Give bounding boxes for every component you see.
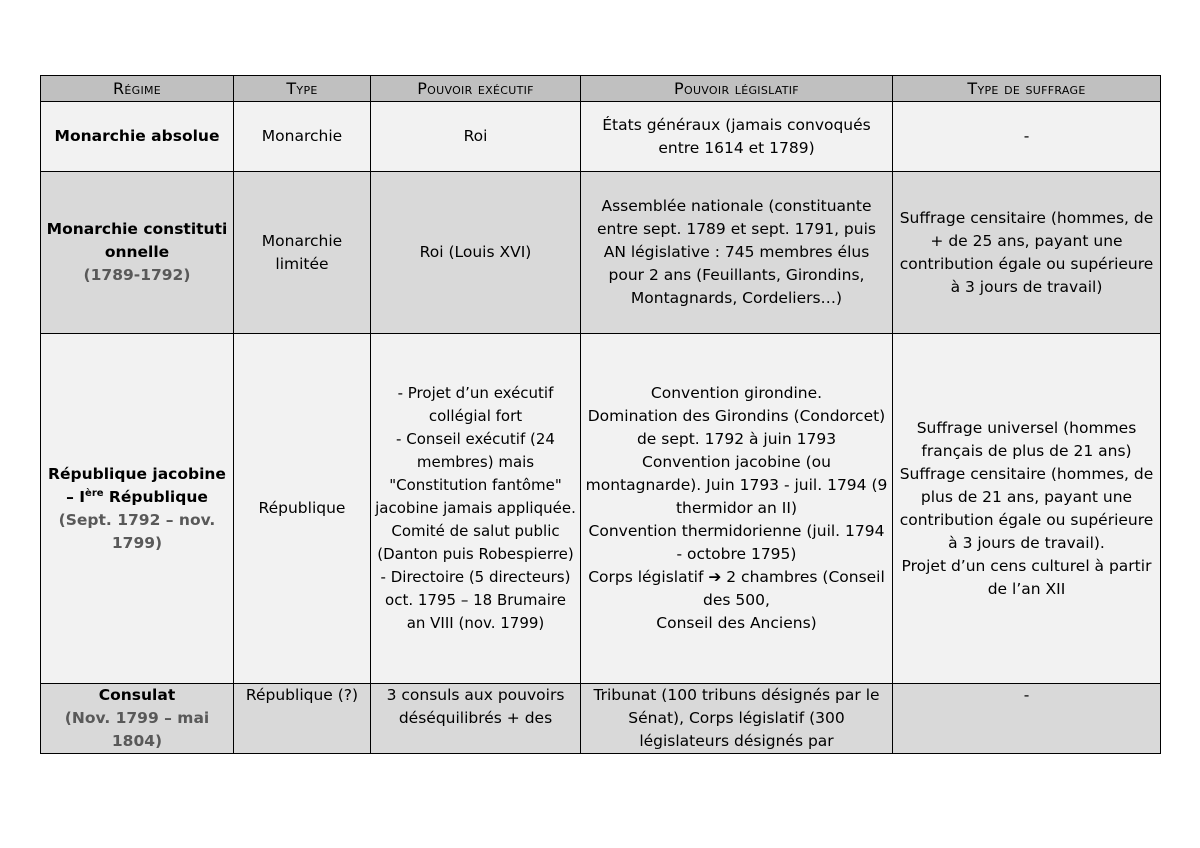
regime-name-prefix: République jacobine – I <box>48 464 226 506</box>
type-cell: Monarchie <box>234 102 371 172</box>
suffrage-line: Suffrage universel (hommes français de plus de 21 ans) <box>916 418 1137 460</box>
executif-line: Comité de salut public (Danton puis Robespierre) <box>377 522 574 563</box>
regime-name <box>45 463 229 509</box>
regime-dates: (1789-1792) <box>83 266 191 284</box>
executif-line: Roi (Louis XVI) <box>419 243 532 261</box>
legislatif-line: Convention thermidorienne (juil. 1794 - octobre 1795) <box>588 522 885 563</box>
header-regime: Régime <box>41 76 234 102</box>
header-suffrage: Type de suffrage <box>893 76 1161 102</box>
regimes-table <box>40 75 1161 754</box>
legislatif-cell <box>581 334 893 684</box>
executif-line: - Projet d’un exécutif collégial fort <box>397 384 554 425</box>
regime-name: Monarchie absolue <box>54 127 220 145</box>
executif-cell <box>371 334 581 684</box>
regime-name: Consulat <box>98 686 176 704</box>
suffrage-line: - <box>1023 686 1030 704</box>
table-row <box>41 334 1161 684</box>
legislatif-line: Corps législatif ➔ 2 chambres (Conseil des 500, <box>588 568 885 609</box>
table-row <box>41 684 1161 754</box>
regime-name-suffix: République <box>103 487 208 506</box>
regime-dates: (Nov. 1799 – mai 1804) <box>64 709 210 750</box>
legislatif-line: Convention girondine. <box>650 384 823 402</box>
suffrage-line: Suffrage censitaire (hommes, de plus de 21 ans, payant une contribution égale ou supérieure à 3 jours de travail). <box>899 464 1154 552</box>
legislatif-line: Tribunat (100 tribuns désignés par le Sénat), Corps législatif (300 législateurs désignés par <box>593 686 880 750</box>
suffrage-line: Suffrage censitaire (hommes, de + de 25 ans, payant une contribution égale ou supérieure à 3 jours de travail) <box>899 208 1154 296</box>
header-type: Type <box>234 76 371 102</box>
legislatif-line: Assemblée nationale (constituante entre sept. 1789 et sept. 1791, puis AN législative : 745 membres élus pour 2 ans (Feuillants, Girondins, Montagnards, Cordeliers…) <box>597 197 876 307</box>
regime-name: Monarchie constitutionnelle <box>46 220 228 261</box>
executif-line: 3 consuls aux pouvoirs déséquilibrés + des <box>386 686 565 727</box>
legislatif-cell <box>581 684 893 754</box>
suffrage-line: Projet d’un cens culturel à partir de l’an XII <box>901 556 1152 598</box>
executif-cell <box>371 172 581 334</box>
regime-cell <box>41 334 234 684</box>
table-row <box>41 172 1161 334</box>
table-row <box>41 102 1161 172</box>
regime-name-sup: ère <box>85 487 104 499</box>
regime-cell <box>41 684 234 754</box>
executif-line: - Conseil exécutif (24 membres) mais "Constitution fantôme" jacobine jamais appliquée. <box>375 430 576 517</box>
legislatif-cell <box>581 172 893 334</box>
regime-cell <box>41 102 234 172</box>
executif-cell <box>371 102 581 172</box>
suffrage-cell <box>893 102 1161 172</box>
type-cell: Monarchie limitée <box>234 172 371 334</box>
executif-line: Roi <box>463 127 488 145</box>
header-legislatif: Pouvoir législatif <box>581 76 893 102</box>
legislatif-line: Domination des Girondins (Condorcet) de sept. 1792 à juin 1793 <box>587 407 886 448</box>
suffrage-line: - <box>1023 127 1030 145</box>
suffrage-cell <box>893 684 1161 754</box>
regime-dates: (Sept. 1792 – nov. 1799) <box>58 510 216 552</box>
legislatif-line: États généraux (jamais convoqués entre 1614 et 1789) <box>602 115 871 157</box>
legislatif-line: Conseil des Anciens) <box>656 614 817 632</box>
type-cell: République (?) <box>234 684 371 754</box>
header-row <box>41 76 1161 102</box>
legislatif-line: Convention jacobine (ou montagnarde). Juin 1793 - juil. 1794 (9 thermidor an II) <box>585 453 888 517</box>
suffrage-cell <box>893 172 1161 334</box>
type-cell: République <box>234 334 371 684</box>
executif-cell <box>371 684 581 754</box>
legislatif-cell <box>581 102 893 172</box>
executif-line: - Directoire (5 directeurs) oct. 1795 – 18 Brumaire an VIII (nov. 1799) <box>380 568 571 632</box>
suffrage-cell <box>893 334 1161 684</box>
header-executif: Pouvoir exécutif <box>371 76 581 102</box>
regime-cell <box>41 172 234 334</box>
